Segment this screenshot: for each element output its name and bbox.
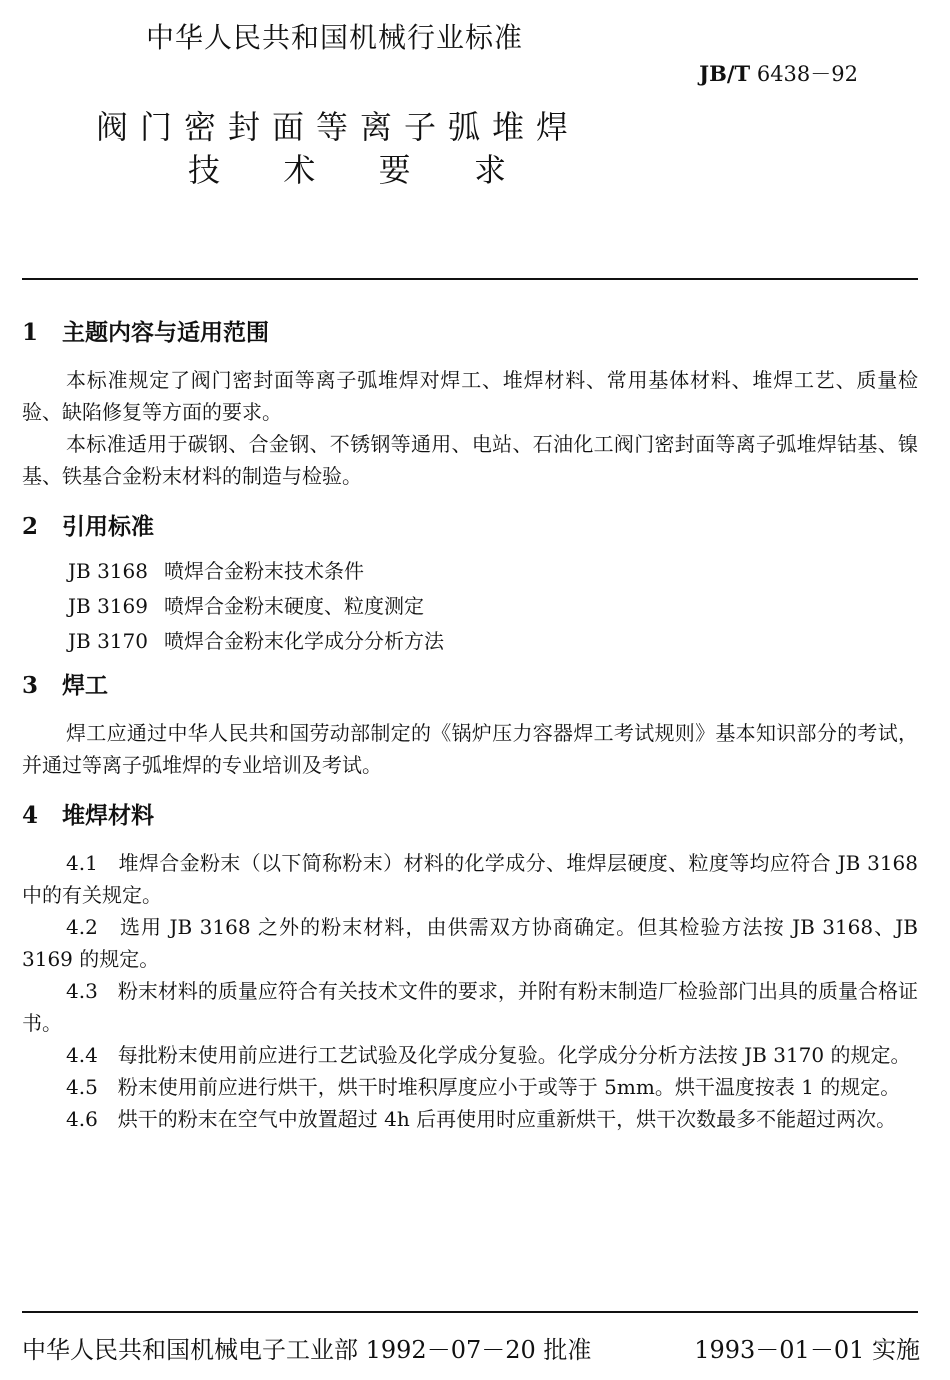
reference-item bbox=[68, 624, 918, 659]
clause-4-4: 4.4 每批粉末使用前应进行工艺试验及化学成分复验。化学成分分析方法按 JB 3170 的规定。 bbox=[66, 1043, 911, 1067]
title-char: 术 bbox=[283, 151, 316, 189]
title-char: 求 bbox=[473, 151, 506, 189]
clause-4-3: 4.3 粉末材料的质量应符合有关技术文件的要求，并附有粉末制造厂检验部门出具的质量合格证书。 bbox=[22, 979, 918, 1035]
reference-item bbox=[68, 589, 918, 624]
title-char: 要 bbox=[378, 151, 411, 189]
section-number: 2 bbox=[22, 513, 39, 540]
section-heading-4 bbox=[22, 793, 918, 839]
section-number: 1 bbox=[22, 319, 39, 346]
reference-code: JB 3168 bbox=[68, 559, 148, 583]
approval-statement: 中华人民共和国机械电子工业部 1992－07－20 批准 bbox=[22, 1336, 592, 1364]
paragraph: 本标准规定了阀门密封面等离子弧堆焊对焊工、堆焊材料、常用基体材料、堆焊工艺、质量检验、缺陷修复等方面的要求。 bbox=[22, 368, 918, 424]
paragraph: 本标准适用于碳钢、合金钢、不锈钢等通用、电站、石油化工阀门密封面等离子弧堆焊钴基、镍基、铁基合金粉末材料的制造与检验。 bbox=[22, 432, 918, 488]
section-title: 引用标准 bbox=[62, 513, 154, 540]
standard-prefix: JB/T bbox=[699, 61, 751, 86]
document-title-line1: 阀门密封面等离子弧堆焊 bbox=[96, 108, 581, 146]
document-title-line2 bbox=[96, 145, 506, 191]
clause-4-6: 4.6 烘干的粉末在空气中放置超过 4h 后再使用时应重新烘干，烘干次数最多不能超过两次。 bbox=[66, 1107, 897, 1131]
section-heading-1 bbox=[22, 310, 918, 356]
title-char: 技 bbox=[188, 151, 221, 189]
reference-code: JB 3169 bbox=[68, 594, 148, 618]
clause-4-2: 4.2 选用 JB 3168 之外的粉末材料，由供需双方协商确定。但其检验方法按 JB 3168、JB 3169 的规定。 bbox=[22, 915, 918, 971]
section-title: 堆焊材料 bbox=[62, 802, 154, 829]
reference-list bbox=[68, 554, 918, 659]
section-number: 3 bbox=[22, 672, 39, 699]
reference-name: 喷焊合金粉末化学成分分析方法 bbox=[164, 629, 444, 653]
issuing-organization: 中华人民共和国机械行业标准 bbox=[146, 21, 524, 54]
standard-code: 6438－92 bbox=[756, 62, 858, 86]
reference-name: 喷焊合金粉末硬度、粒度测定 bbox=[164, 594, 424, 618]
reference-code: JB 3170 bbox=[68, 629, 148, 653]
section-heading-3 bbox=[22, 663, 918, 709]
reference-item bbox=[68, 554, 918, 589]
effective-date: 1993－01－01 实施 bbox=[694, 1336, 920, 1364]
section-number: 4 bbox=[22, 802, 39, 829]
section-title: 主题内容与适用范围 bbox=[62, 319, 269, 346]
header-divider bbox=[22, 278, 918, 280]
footer-divider bbox=[22, 1311, 918, 1313]
section-heading-2 bbox=[22, 504, 918, 550]
standard-number bbox=[699, 58, 858, 88]
reference-name: 喷焊合金粉末技术条件 bbox=[164, 559, 364, 583]
clause-4-1: 4.1 堆焊合金粉末（以下简称粉末）材料的化学成分、堆焊层硬度、粒度等均应符合 JB 3168 中的有关规定。 bbox=[22, 851, 938, 907]
document-body bbox=[22, 310, 938, 1135]
section-title: 焊工 bbox=[62, 672, 108, 699]
clause-4-5: 4.5 粉末使用前应进行烘干，烘干时堆积厚度应小于或等于 5mm。烘干温度按表 1 的规定。 bbox=[66, 1075, 901, 1099]
paragraph: 焊工应通过中华人民共和国劳动部制定的《锅炉压力容器焊工考试规则》基本知识部分的考试，并通过等离子弧堆焊的专业培训及考试。 bbox=[22, 721, 918, 777]
